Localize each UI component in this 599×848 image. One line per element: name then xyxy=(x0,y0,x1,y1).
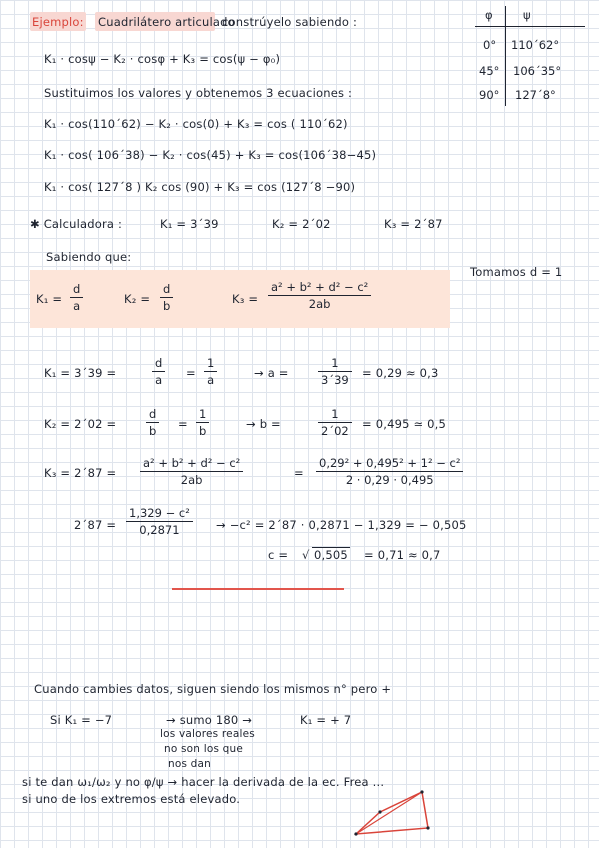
fraction-denominator: 2ab xyxy=(308,297,331,311)
calc1-result: = 0,29 ≈ 0,3 xyxy=(362,366,439,380)
ejemplo-label: Ejemplo: xyxy=(32,15,84,29)
cuadrilatero-label: Cuadrilátero articulado xyxy=(98,15,235,29)
fraction-denominator: 0,2871 xyxy=(139,523,180,537)
table-hline xyxy=(475,26,585,27)
quadrilateral-diagonal xyxy=(356,792,422,834)
calc1-eq: = xyxy=(186,366,196,380)
table-col-psi: ψ xyxy=(523,8,531,22)
fraction-numerator: d xyxy=(155,356,163,370)
k2-def-fraction xyxy=(160,282,173,313)
fraction-numerator: 1 xyxy=(331,356,339,370)
equation-2: K₁ · cos( 106´38) − K₂ · cos(45) + K₃ = cos(106´38−45) xyxy=(44,148,377,162)
calc3-fraction-2 xyxy=(316,456,463,487)
fraction-bar xyxy=(70,297,83,298)
k3-def-fraction xyxy=(268,280,371,311)
fraction-numerator: 1 xyxy=(199,407,207,421)
table-row-psi: 106´35° xyxy=(513,64,562,78)
k2-def-label: K₂ = xyxy=(124,292,151,306)
calc2-fraction-1 xyxy=(146,407,159,438)
fraction-numerator: d xyxy=(149,407,157,421)
joint-point xyxy=(420,790,423,793)
fraction-numerator: d xyxy=(163,282,171,296)
k1-def-label: K₁ = xyxy=(36,292,63,306)
joint-point xyxy=(378,810,381,813)
calc3-eq: = xyxy=(294,466,304,480)
calc2-fraction-3 xyxy=(318,407,352,438)
calc4-rest: → −c² = 2´87 · 0,2871 − 1,329 = − 0,505 xyxy=(216,518,467,532)
tomamos-label: Tomamos d = 1 xyxy=(470,265,563,279)
calc1-lhs: K₁ = 3´39 = xyxy=(44,366,117,380)
fraction-denominator: b xyxy=(163,299,171,313)
fraction-numerator: a² + b² + d² − c² xyxy=(271,280,369,294)
fraction-denominator: b xyxy=(149,424,157,438)
sqrt-radicand: 0,505 xyxy=(314,548,348,562)
quadrilateral-sketch xyxy=(350,784,440,840)
sqrt-symbol: √ xyxy=(302,548,310,562)
k3-def-label: K₃ = xyxy=(232,292,259,306)
note-line-2: no son los que xyxy=(164,743,244,755)
calc4-fraction xyxy=(126,506,193,537)
fraction-denominator: 2 · 0,29 · 0,495 xyxy=(345,473,434,487)
fraction-bar xyxy=(268,295,371,296)
fraction-denominator: 2ab xyxy=(180,473,203,487)
fraction-numerator: 1 xyxy=(331,407,339,421)
main-equation: K₁ · cosψ − K₂ · cosφ + K₃ = cos(ψ − φ₀) xyxy=(44,52,281,66)
table-row-psi: 127´8° xyxy=(515,88,556,102)
cuando-line: Cuando cambies datos, siguen siendo los mismos n° pero + xyxy=(34,682,392,696)
red-underline xyxy=(172,588,344,590)
calc3-fraction-1 xyxy=(140,456,243,487)
calc2-result: = 0,495 ≃ 0,5 xyxy=(362,417,447,431)
extremos-line: si uno de los extremos está elevado. xyxy=(22,792,241,806)
calc2-eq: = xyxy=(178,417,188,431)
fraction-numerator: a² + b² + d² − c² xyxy=(143,456,241,470)
equation-1: K₁ · cos(110´62) − K₂ · cos(0) + K₃ = cos ( 110´62) xyxy=(44,117,348,131)
fraction-denominator: a xyxy=(207,373,215,387)
omega-line: si te dan ω₁/ω₂ y no φ/ψ → hacer la derivada de la ec. Frea ... xyxy=(22,775,385,789)
calc3-lhs: K₃ = 2´87 = xyxy=(44,466,117,480)
fraction-bar xyxy=(146,422,159,423)
fraction-numerator: 0,29² + 0,495² + 1² − c² xyxy=(319,456,461,470)
k2-value: K₂ = 2´02 xyxy=(272,217,331,231)
fraction-bar xyxy=(316,471,463,472)
sustituimos-line: Sustituimos los valores y obtenemos 3 ecuaciones : xyxy=(44,86,353,100)
fraction-denominator: a xyxy=(155,373,163,387)
fraction-bar xyxy=(126,521,193,522)
note-line-3: nos dan xyxy=(168,758,212,770)
pivot-point xyxy=(426,826,429,829)
calc1-fraction-2 xyxy=(204,356,217,387)
header-rest: constrúyelo sabiendo : xyxy=(222,15,358,29)
calc5-lhs: c = xyxy=(268,548,289,562)
calc1-fraction-3 xyxy=(318,356,352,387)
table-row-phi: 0° xyxy=(483,38,497,52)
fraction-denominator: a xyxy=(73,299,81,313)
sumo-180: → sumo 180 → xyxy=(166,713,253,727)
fraction-numerator: 1,329 − c² xyxy=(129,506,190,520)
fraction-numerator: 1 xyxy=(207,356,215,370)
note-line-1: los valores reales xyxy=(160,728,255,740)
fraction-numerator: d xyxy=(73,282,81,296)
table-row-psi: 110´62° xyxy=(511,38,560,52)
calc5-result: = 0,71 ≈ 0,7 xyxy=(364,548,441,562)
fraction-denominator: b xyxy=(199,424,207,438)
fraction-denominator: 3´39 xyxy=(321,373,349,387)
sabiendo-label: Sabiendo que: xyxy=(46,250,132,264)
si-k1-neg: Si K₁ = −7 xyxy=(50,713,113,727)
table-row-phi: 90° xyxy=(479,88,500,102)
fraction-bar xyxy=(140,471,243,472)
k1-value: K₁ = 3´39 xyxy=(160,217,219,231)
fraction-bar xyxy=(160,297,173,298)
k1-positive: K₁ = + 7 xyxy=(300,713,352,727)
calculadora-label: ✱ Calculadora : xyxy=(30,217,123,231)
fraction-bar xyxy=(204,371,217,372)
calc2-fraction-2 xyxy=(196,407,209,438)
calc1-arrow: → a = xyxy=(254,366,289,380)
pivot-point xyxy=(354,832,357,835)
calc4-lhs: 2´87 = xyxy=(74,518,117,532)
table-vline xyxy=(505,6,506,106)
fraction-bar xyxy=(318,422,352,423)
calc2-arrow: → b = xyxy=(246,417,281,431)
table-row-phi: 45° xyxy=(479,64,500,78)
calc1-fraction-1 xyxy=(152,356,165,387)
angle-table xyxy=(475,6,585,106)
k1-def-fraction xyxy=(70,282,83,313)
equation-3: K₁ · cos( 127´8 ) K₂ cos (90) + K₃ = cos (127´8 −90) xyxy=(44,180,356,194)
fraction-bar xyxy=(152,371,165,372)
calc2-lhs: K₂ = 2´02 = xyxy=(44,417,117,431)
table-col-phi: φ xyxy=(485,8,493,22)
fraction-bar xyxy=(196,422,209,423)
k3-value: K₃ = 2´87 xyxy=(384,217,443,231)
fraction-denominator: 2´02 xyxy=(321,424,349,438)
fraction-bar xyxy=(318,371,352,372)
